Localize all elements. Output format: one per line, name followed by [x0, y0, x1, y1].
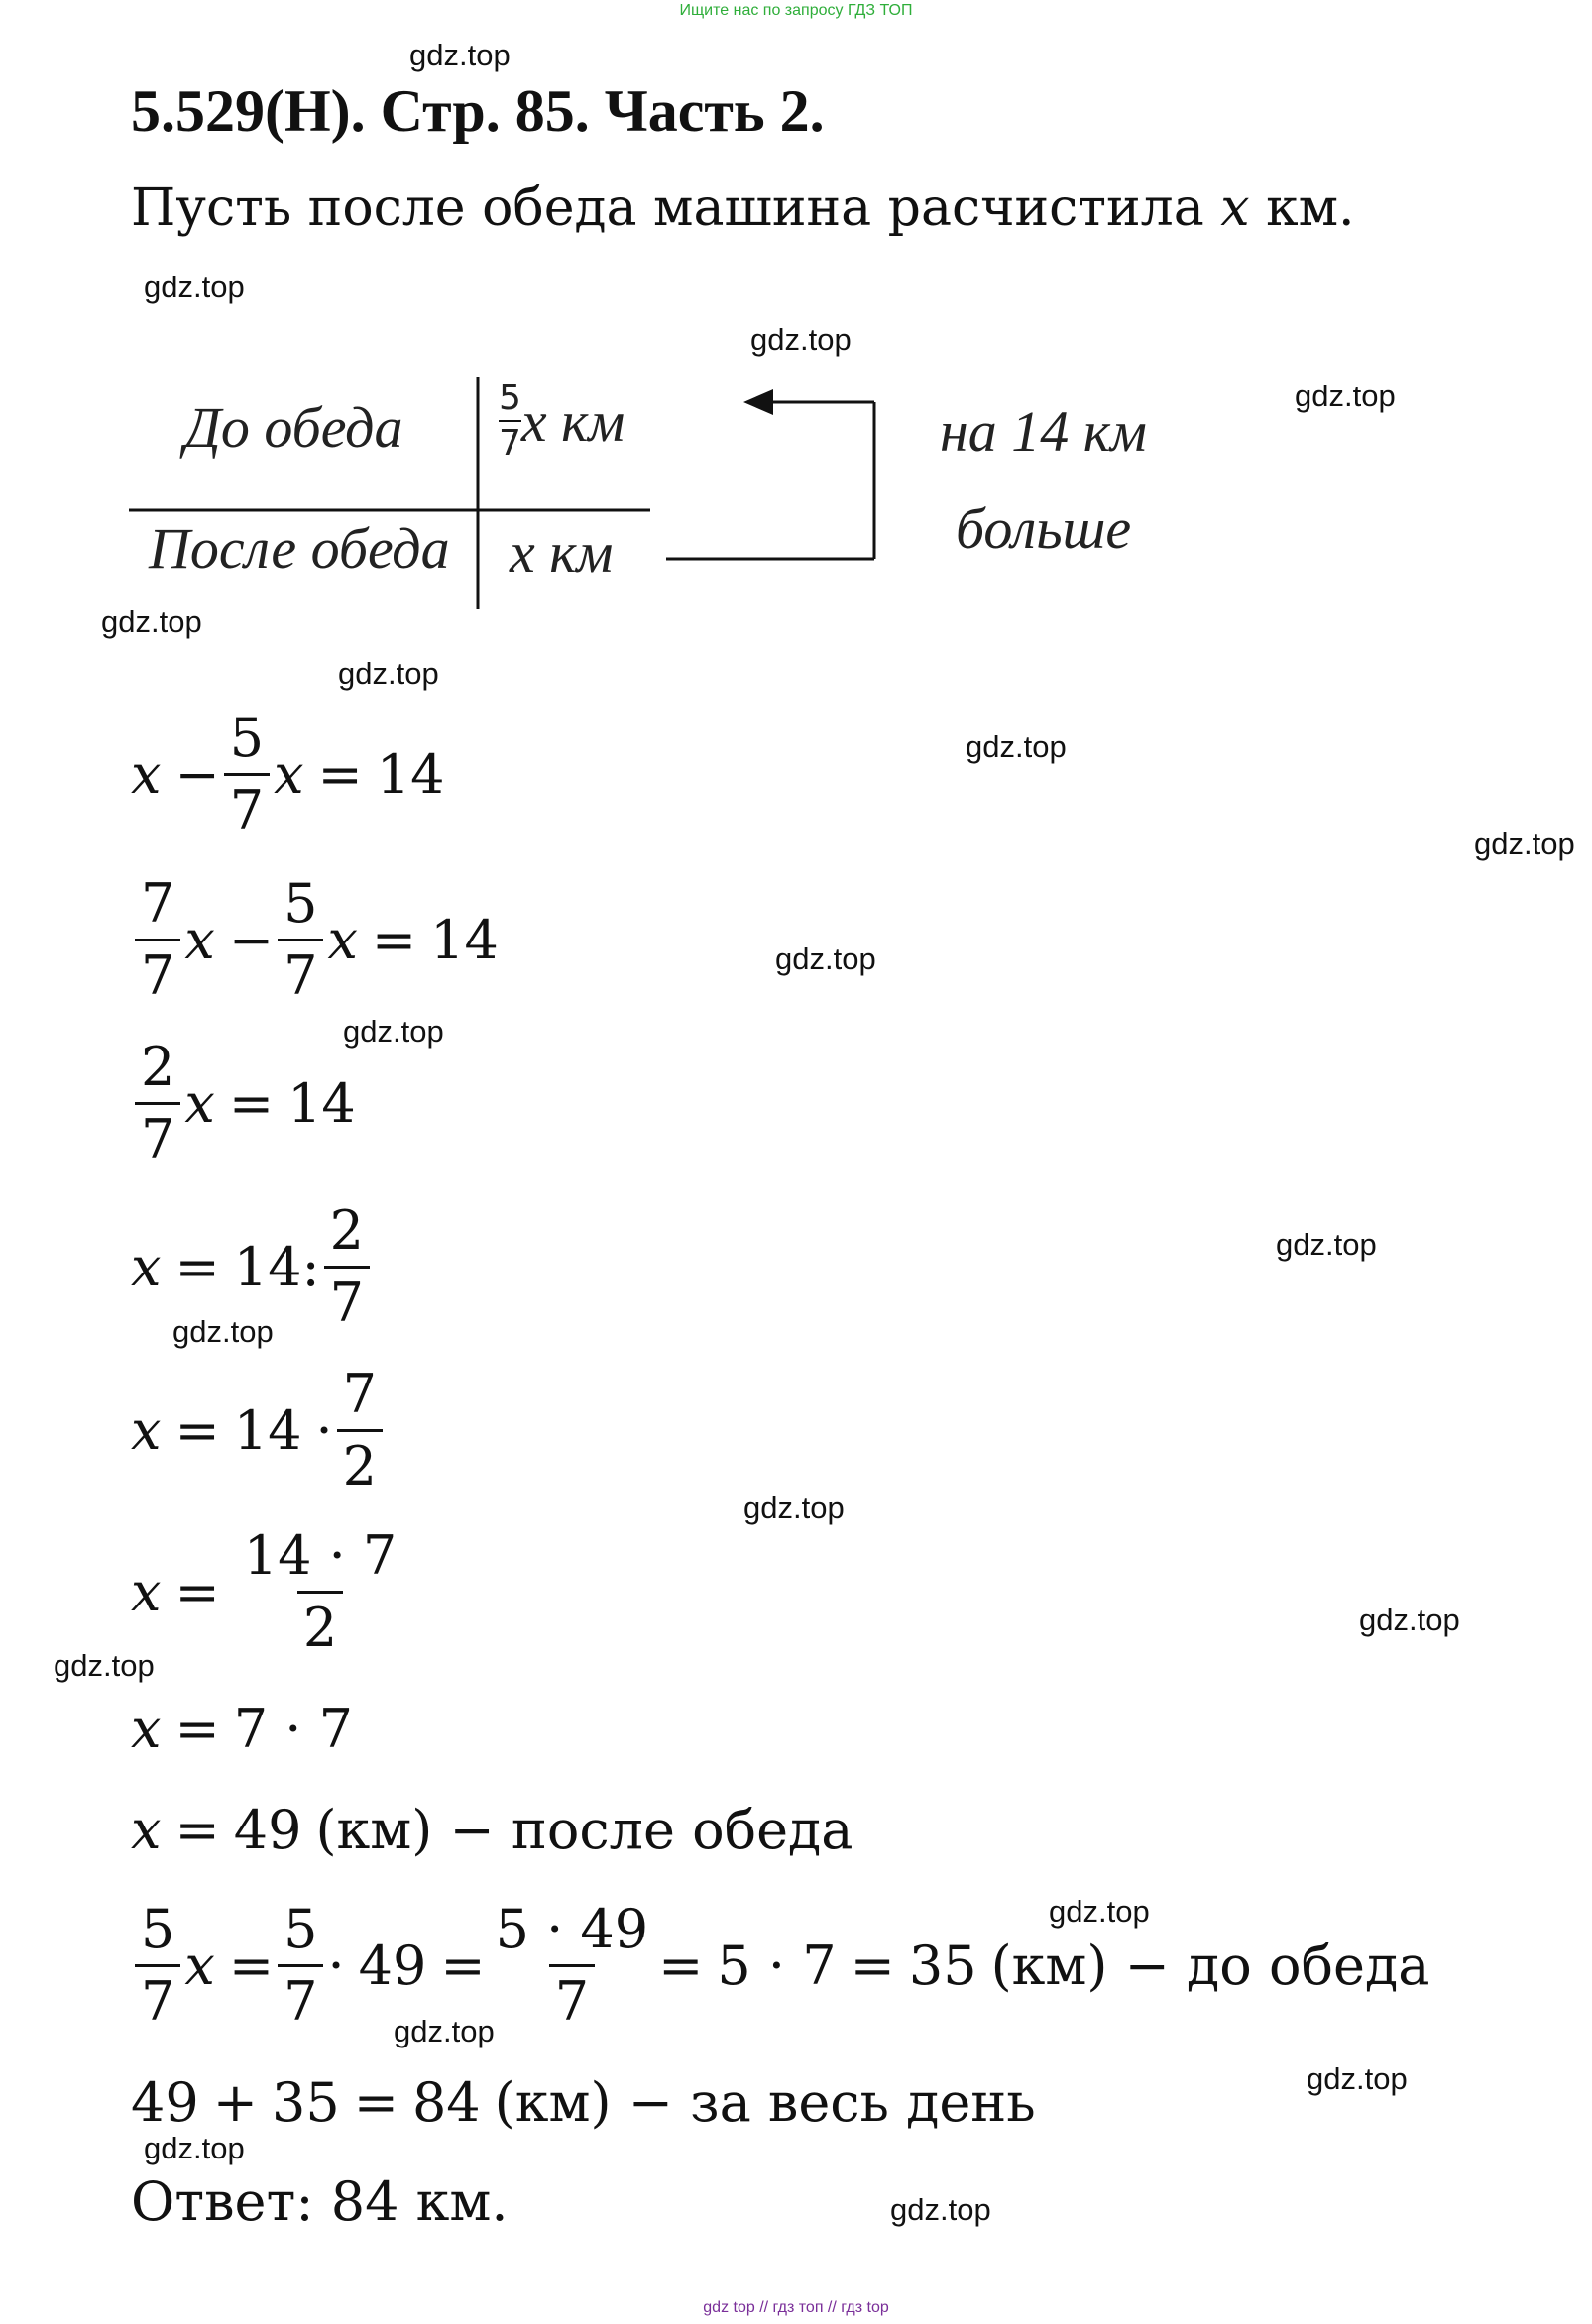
answer: Ответ: 84 км.: [131, 2170, 509, 2233]
header-note: Ищите нас по запросу ГДЗ ТОП: [679, 2, 913, 19]
row-before-label: До обеда: [184, 395, 403, 460]
watermark: gdz.top: [409, 38, 511, 72]
equation-5: x = 14 · $\frac{7}{2}$: [131, 1368, 387, 1494]
watermark: gdz.top: [750, 322, 852, 357]
watermark: gdz.top: [101, 605, 202, 639]
fraction: $\frac{5 \cdot 49}{7}$: [495, 1898, 649, 2033]
equation-9: $\frac{5}{7}$ x = $\frac{5}{7}$ · 49 = $\frac{5 \cdot 49}{7}$ = 5 · 7 = 35 (км) − до обеда: [131, 1903, 1429, 2029]
note-more-line2: больше: [956, 497, 1132, 561]
watermark: gdz.top: [890, 2192, 991, 2227]
equation-2: $\frac{7}{7}$ x − $\frac{5}{7}$ x = 14: [131, 877, 499, 1003]
fraction: $\frac{14 \cdot 7}{2}$: [243, 1524, 398, 1659]
watermark: gdz.top: [1049, 1894, 1150, 1929]
watermark: gdz.top: [775, 941, 876, 976]
equation-3: $\frac{2}{7}$ x = 14: [131, 1041, 356, 1166]
watermark: gdz.top: [1276, 1227, 1377, 1262]
intro-after: км.: [1249, 178, 1355, 238]
watermark: gdz.top: [172, 1314, 274, 1349]
row-after-label: После обеда: [149, 516, 450, 581]
watermark: gdz.top: [1295, 379, 1396, 413]
intro-var: x: [1220, 178, 1250, 238]
row-before-value: $\frac{5}{7}$ x км: [499, 378, 625, 464]
row-after-value: x км: [510, 520, 614, 585]
watermark: gdz.top: [54, 1648, 155, 1683]
page-title: 5.529(Н). Стр. 85. Часть 2.: [131, 78, 825, 144]
row-before-fraction: $\frac{5}{7}$: [499, 378, 521, 464]
fraction: $\frac{5}{7}$: [278, 877, 323, 1003]
footer-note: gdz top // гдз топ // гдз top: [703, 2299, 889, 2316]
watermark: gdz.top: [1359, 1603, 1460, 1637]
equation-7: x = 7 · 7: [131, 1698, 353, 1760]
fraction: $\frac{7}{7}$: [135, 877, 180, 1003]
equation-1: x − $\frac{5}{7}$ x = 14: [131, 707, 445, 841]
intro-before: Пусть после обеда машина расчистила: [131, 178, 1221, 238]
watermark: gdz.top: [343, 1014, 444, 1049]
watermark: gdz.top: [338, 656, 439, 691]
equation-8: x = 49 (км) − после обеда: [131, 1799, 853, 1861]
equation-4: x = 14 : $\frac{2}{7}$: [131, 1204, 374, 1330]
note-more-line1: на 14 км: [940, 399, 1147, 464]
watermark: gdz.top: [144, 270, 245, 304]
fraction: $\frac{2}{7}$: [135, 1041, 180, 1166]
watermark: gdz.top: [144, 2131, 245, 2165]
equation-6: x = $\frac{14 \cdot 7}{2}$: [131, 1529, 406, 1655]
watermark: gdz.top: [394, 2014, 495, 2048]
watermark: gdz.top: [1474, 827, 1575, 861]
fraction: $\frac{5}{7}$: [135, 1903, 180, 2029]
watermark: gdz.top: [966, 729, 1067, 764]
fraction: $\frac{5}{7}$: [278, 1903, 323, 2029]
watermark: gdz.top: [743, 1491, 845, 1525]
fraction: $\frac{2}{7}$: [324, 1204, 370, 1330]
watermark: gdz.top: [1307, 2061, 1408, 2096]
equation-10: 49 + 35 = 84 (км) − за весь день: [131, 2071, 1036, 2134]
fraction: $\frac{7}{2}$: [337, 1368, 383, 1494]
table-lines: [0, 0, 1592, 694]
fraction: $\frac{5}{7}$: [224, 712, 270, 837]
